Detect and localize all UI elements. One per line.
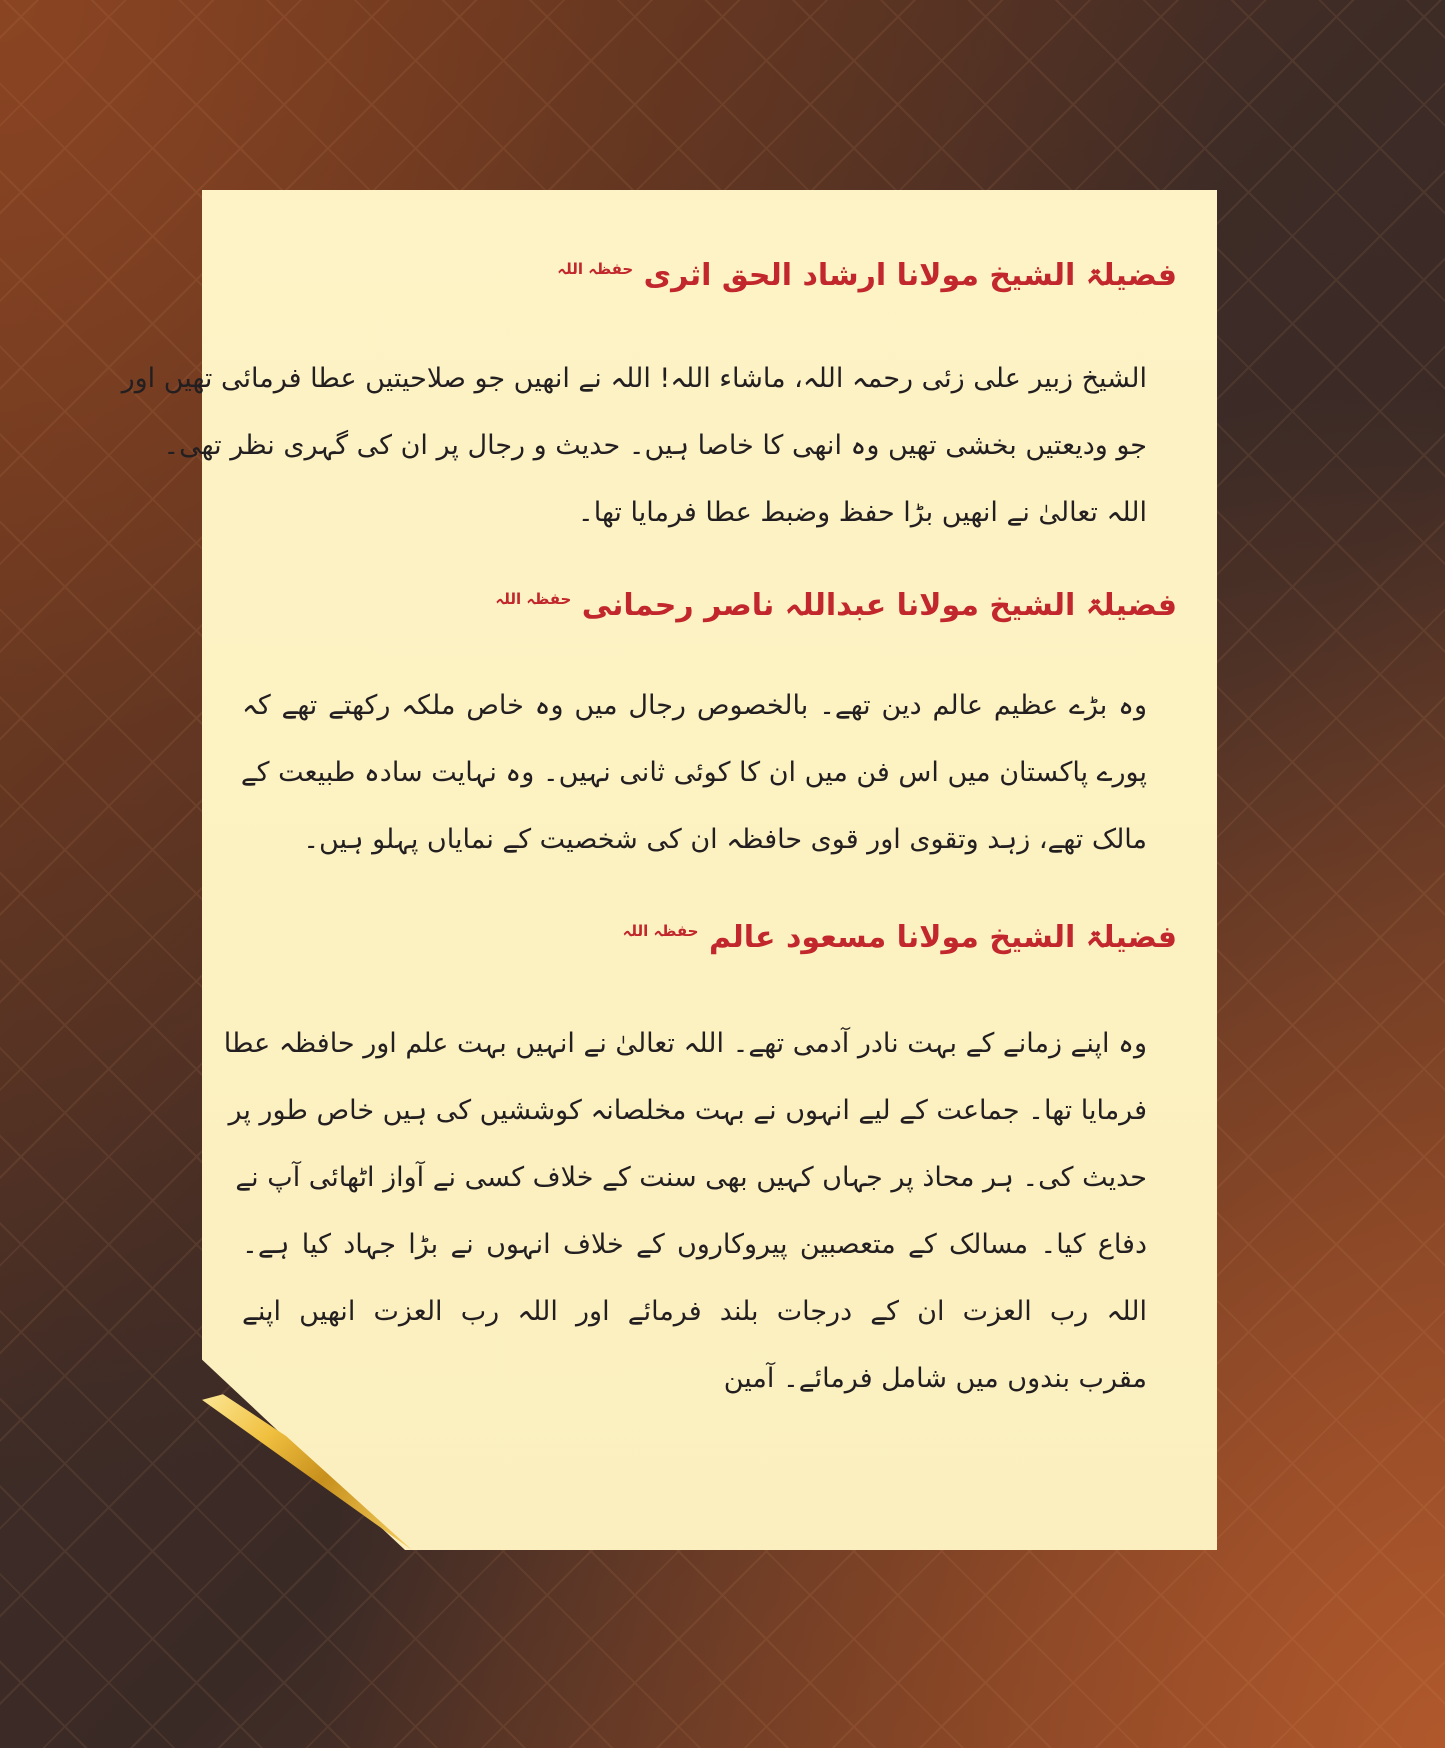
section-body (223, 1010, 1147, 1412)
honorific: حفظہ اللہ (557, 260, 634, 278)
text-line: اللہ تعالیٰ نے انھیں بڑا حفظ وضبط عطا فرمایا تھا۔ (577, 497, 1147, 528)
text-line: وہ بڑے عظیم عالم دین تھے۔ بالخصوص رجال میں وہ خاص ملکہ رکھتے تھے کہ (242, 690, 1147, 721)
section-heading (242, 258, 1177, 293)
text-line: وہ اپنے زمانے کے بہت نادر آدمی تھے۔ اللہ تعالیٰ نے انہیں بہت علم اور حافظہ عطا (223, 1028, 1147, 1059)
section-body (242, 672, 1147, 873)
heading-text: فضیلۃ الشیخ مولانا عبداللہ ناصر رحمانی (581, 588, 1177, 623)
text-line: پورے پاکستان میں اس فن میں ان کا کوئی ثانی نہیں۔ وہ نہایت سادہ طبیعت کے (240, 757, 1147, 788)
heading-text: فضیلۃ الشیخ مولانا مسعود عالم (708, 920, 1177, 955)
text-line: جو ودیعتیں بخشی تھیں وہ انھی کا خاصا ہیں۔ حدیث و رجال پر ان کی گہری نظر تھی۔ (163, 430, 1147, 461)
text-line: فرمایا تھا۔ جماعت کے لیے انہوں نے بہت مخلصانہ کوششیں کی ہیں خاص طور پر (228, 1095, 1147, 1126)
honorific: حفظہ اللہ (622, 922, 699, 940)
text-line: دفاع کیا۔ مسالک کے متعصبین پیروکاروں کے خلاف انہوں نے بڑا جہاد کیا ہے۔ (242, 1229, 1147, 1260)
text-line: حدیث کی۔ ہر محاذ پر جہاں کہیں بھی سنت کے خلاف کسی نے آواز اٹھائی آپ نے (235, 1162, 1147, 1193)
text-line: مالک تھے، زہد وتقوی اور قوی حافظہ ان کی شخصیت کے نمایاں پہلو ہیں۔ (303, 824, 1147, 855)
section-heading (242, 588, 1177, 623)
honorific: حفظہ اللہ (495, 590, 572, 608)
heading-text: فضیلۃ الشیخ مولانا ارشاد الحق اثری (643, 258, 1177, 293)
section-heading (242, 920, 1177, 955)
text-line: مقرب بندوں میں شامل فرمائے۔ آمین (723, 1363, 1147, 1394)
text-line: الشیخ زبیر علی زئی رحمہ اللہ، ماشاء اللہ! اللہ نے انھیں جو صلاحیتیں عطا فرمائی تھیں اور (121, 363, 1147, 394)
section-body (121, 345, 1147, 546)
text-line: اللہ رب العزت ان کے درجات بلند فرمائے اور اللہ رب العزت انھیں اپنے (242, 1296, 1147, 1327)
